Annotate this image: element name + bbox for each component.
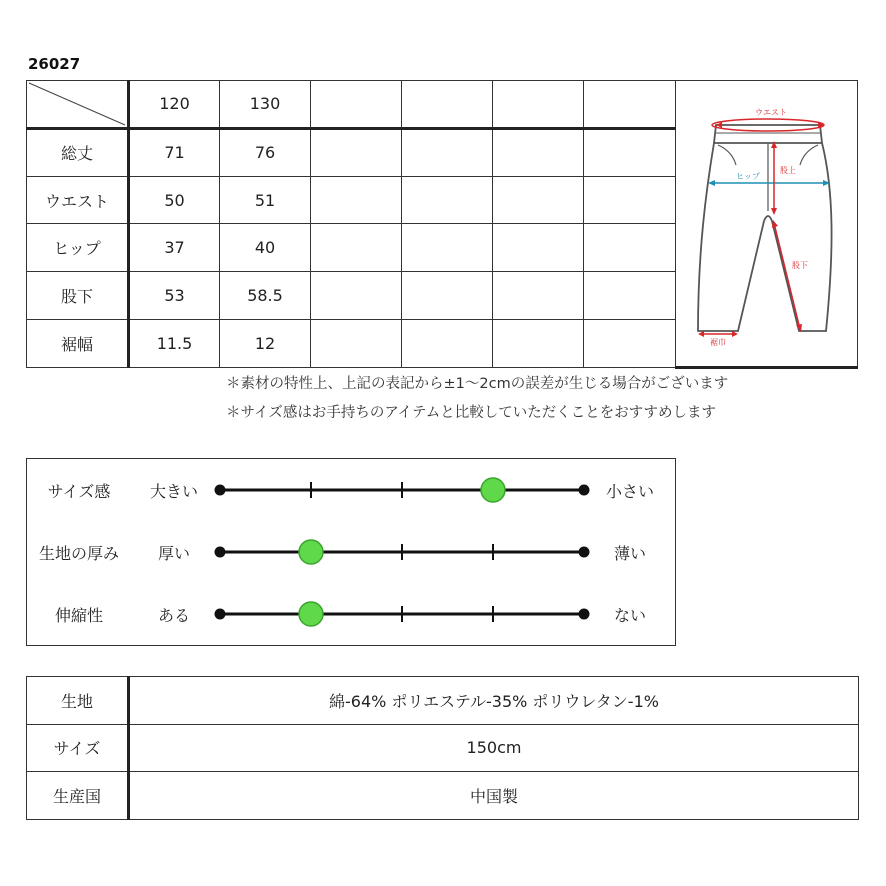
fit-left-label: 厚い [157, 544, 190, 563]
size-cell [493, 128, 584, 176]
waist-diagram-label: ウエスト [755, 108, 787, 117]
size-cell [402, 320, 493, 368]
row-label: 総丈 [27, 128, 129, 176]
size-cell [402, 128, 493, 176]
diagonal-line [27, 81, 127, 126]
pants-outline-icon [698, 125, 832, 331]
size-cell [311, 224, 402, 272]
fit-right-label: 薄い [613, 544, 646, 563]
size-header: 120 [129, 81, 220, 129]
fit-label: 伸縮性 [54, 606, 103, 625]
rise-diagram-label: 股上 [780, 166, 796, 175]
size-cell: 53 [129, 272, 220, 320]
size-cell: 76 [220, 128, 311, 176]
info-row [27, 724, 859, 772]
fit-track-end-dot [579, 485, 590, 496]
hem-diagram-label: 裾巾 [710, 338, 726, 347]
size-cell [584, 320, 676, 368]
size-cell [311, 176, 402, 224]
fit-scale-box [26, 458, 676, 646]
fit-marker-dot [299, 540, 323, 564]
info-value: 綿-64% ポリエステル-35% ポリウレタン-1% [129, 677, 859, 725]
size-cell [493, 320, 584, 368]
size-cell: 71 [129, 128, 220, 176]
size-cell: 11.5 [129, 320, 220, 368]
size-cell [493, 272, 584, 320]
info-label: サイズ [27, 724, 129, 772]
size-header [493, 81, 584, 129]
size-table [26, 80, 858, 369]
hip-diagram-label: ヒップ [736, 172, 760, 181]
fit-track-end-dot [215, 485, 226, 496]
size-cell [402, 176, 493, 224]
size-cell: 40 [220, 224, 311, 272]
fit-marker-dot [299, 602, 323, 626]
info-label: 生地 [27, 677, 129, 725]
size-cell [584, 272, 676, 320]
size-cell: 37 [129, 224, 220, 272]
size-cell: 12 [220, 320, 311, 368]
pants-diagram-cell [676, 81, 858, 368]
size-cell [311, 320, 402, 368]
info-value: 中国製 [129, 772, 859, 820]
size-header [311, 81, 402, 129]
row-label: ウエスト [27, 176, 129, 224]
size-cell: 58.5 [220, 272, 311, 320]
size-cell [311, 272, 402, 320]
row-label: ヒップ [27, 224, 129, 272]
size-cell [311, 128, 402, 176]
fit-left-label: 大きい [149, 482, 198, 501]
size-header [584, 81, 676, 129]
pants-diagram [676, 81, 856, 366]
fit-left-label: ある [157, 606, 190, 625]
note-tolerance: ＊素材の特性上、上記の表記から±1～2cmの誤差が生じる場合がございます [226, 376, 729, 392]
fit-right-label: 小さい [605, 482, 654, 501]
size-header [402, 81, 493, 129]
fit-marker-dot [481, 478, 505, 502]
product-code: 26027 [28, 55, 81, 73]
size-cell [584, 128, 676, 176]
fit-track-end-dot [579, 609, 590, 620]
row-label: 裾幅 [27, 320, 129, 368]
info-row [27, 772, 859, 820]
info-table [26, 676, 859, 820]
corner-cell [27, 81, 129, 129]
inseam-diagram-label: 股下 [792, 261, 808, 270]
fit-track-end-dot [579, 547, 590, 558]
size-cell: 50 [129, 176, 220, 224]
info-value: 150cm [129, 724, 859, 772]
info-label: 生産国 [27, 772, 129, 820]
size-cell [402, 272, 493, 320]
size-cell [493, 176, 584, 224]
fit-track-end-dot [215, 547, 226, 558]
size-cell [584, 176, 676, 224]
size-header: 130 [220, 81, 311, 129]
size-header-row [27, 81, 858, 129]
row-label: 股下 [27, 272, 129, 320]
size-cell: 51 [220, 176, 311, 224]
info-row [27, 677, 859, 725]
fit-label: 生地の厚み [38, 544, 119, 563]
inseam-measure-icon [774, 223, 800, 329]
fit-track-end-dot [215, 609, 226, 620]
note-comparison: ＊サイズ感はお手持ちのアイテムと比較していただくことをおすすめします [226, 405, 716, 421]
fit-label: サイズ感 [47, 482, 111, 501]
fit-right-label: ない [613, 606, 646, 625]
fit-scale-tracks [27, 459, 674, 644]
size-cell [584, 224, 676, 272]
size-cell [493, 224, 584, 272]
size-cell [402, 224, 493, 272]
